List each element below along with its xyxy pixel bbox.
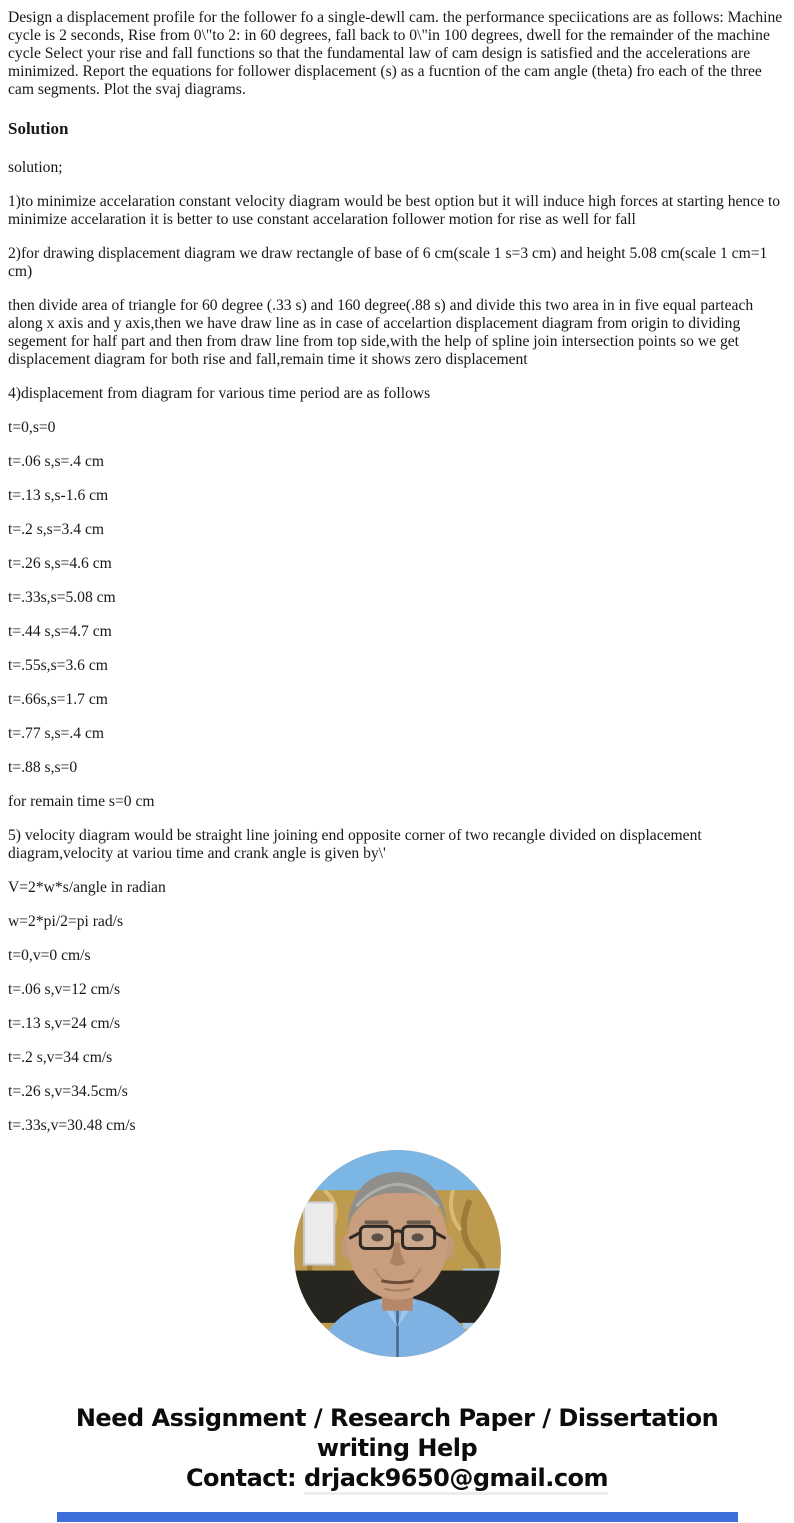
solution-paragraph: t=.13 s,s-1.6 cm (8, 487, 109, 504)
solution-paragraph: w=2*pi/2=pi rad/s (8, 913, 124, 930)
promo-help-line1: Need Assignment / Research Paper / Dissertation (75, 1404, 719, 1432)
solution-paragraph: for remain time s=0 cm (8, 793, 155, 810)
avatar-section (0, 1150, 794, 1357)
person-avatar-image (294, 1150, 501, 1357)
solution-paragraph: t=.33s,s=5.08 cm (8, 589, 116, 606)
contact-label: Contact: (185, 1464, 304, 1492)
solution-paragraph: t=.06 s,v=12 cm/s (8, 981, 121, 998)
solution-paragraph: t=.88 s,s=0 (8, 759, 78, 776)
solution-paragraph: t=.2 s,s=3.4 cm (8, 521, 104, 538)
solution-paragraph: t=.26 s,v=34.5cm/s (8, 1083, 128, 1100)
contact-email-link[interactable]: drjack9650@gmail.com (304, 1464, 608, 1495)
solution-paragraph: t=0,s=0 (8, 419, 56, 436)
solution-paragraph: then divide area of triangle for 60 degree (.33 s) and 160 degree(.88 s) and divide this two area in in five equal parteach along x axis and y axis,then we have draw line as in case of accelartion displacement diagram from origin to dividing segement for half part and then from draw line from top side,with the help of spline join intersection points so we get displacement diagram for both rise and fall,remain time it shows zero displacement (8, 297, 754, 368)
solution-paragraph: V=2*w*s/angle in radian (8, 879, 166, 896)
promo-help-line2: writing Help (316, 1434, 478, 1462)
solution-paragraph: t=0,v=0 cm/s (8, 947, 91, 964)
solution-paragraph: 5) velocity diagram would be straight line joining end opposite corner of two recangle divided on displacement diagram,velocity at variou time and crank angle is given by\' (8, 827, 702, 862)
solution-heading: Solution (8, 119, 69, 138)
solution-paragraph: t=.2 s,v=34 cm/s (8, 1049, 113, 1066)
solution-paragraph: t=.13 s,v=24 cm/s (8, 1015, 121, 1032)
promo-footer (0, 1403, 794, 1493)
solution-paragraph: t=.66s,s=1.7 cm (8, 691, 108, 708)
solution-paragraph: 4)displacement from diagram for various time period are as follows (8, 385, 431, 402)
solution-paragraph: 2)for drawing displacement diagram we draw rectangle of base of 6 cm(scale 1 s=3 cm) and height 5.08 cm(scale 1 cm=1 cm) (8, 245, 768, 280)
solution-paragraph: solution; (8, 159, 63, 176)
solution-paragraph: t=.26 s,s=4.6 cm (8, 555, 112, 572)
promo-contact-line (0, 1463, 794, 1493)
solution-paragraph: t=.55s,s=3.6 cm (8, 657, 108, 674)
bottom-bar (57, 1512, 738, 1522)
solution-paragraph: t=.77 s,s=.4 cm (8, 725, 104, 742)
solution-paragraph: t=.33s,v=30.48 cm/s (8, 1117, 136, 1134)
solution-paragraph: t=.44 s,s=4.7 cm (8, 623, 112, 640)
solution-paragraphs (8, 159, 786, 1135)
solution-paragraph: t=.06 s,s=.4 cm (8, 453, 104, 470)
solution-paragraph: 1)to minimize accelaration constant velocity diagram would be best option but it will induce high forces at starting hence to minimize accelaration it is better to use constant accelaration follower motion for rise as well for fall (8, 193, 781, 228)
question-text: Design a displacement profile for the follower fo a single-dewll cam. the performance speciications are as follows: Machine cycle is 2 seconds, Rise from 0\"to 2: in 60 degrees, fall back to 0\"in 100 degrees, dwell for the remainder of the machine cycle Select your rise and fall functions so that the fundamental law of cam design is satisfied and the accelerations are minimized. Report the equations for follower displacement (s) as a fucntion of the cam angle (theta) fro each of the three cam segments. Plot the svaj diagrams. (8, 9, 783, 98)
